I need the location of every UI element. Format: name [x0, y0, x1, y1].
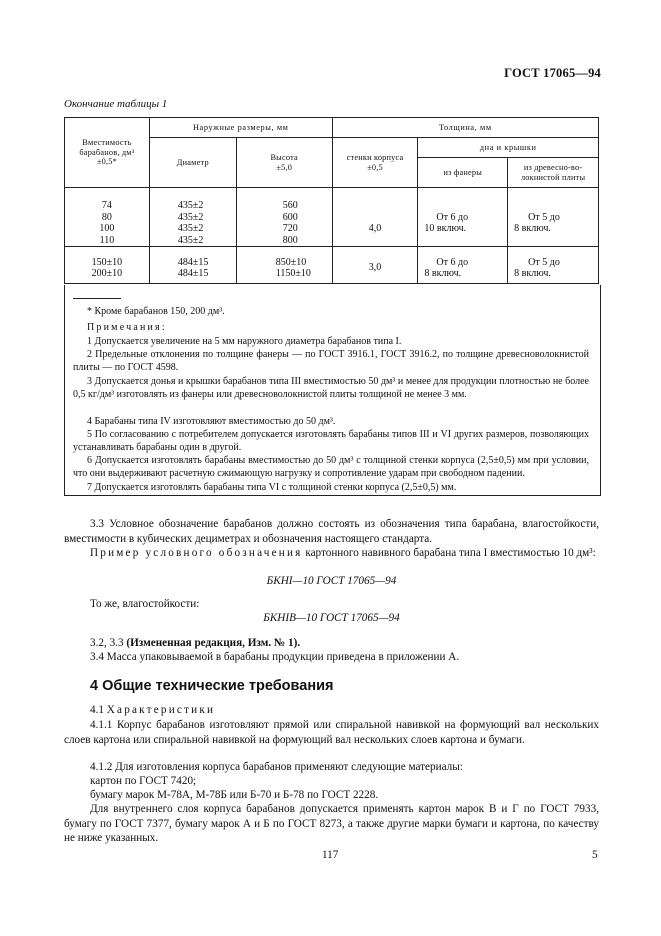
page-number-right: 5: [592, 849, 598, 861]
note-5: 5 По согласованию с потребителем допускается изготовлять барабаны типов III и VI других размеров, позволяющих устанавливать барабаны один в другой.: [73, 429, 589, 454]
table-caption: Окончание таблицы 1: [64, 98, 168, 110]
material-1: картон по ГОСТ 7420;: [90, 775, 197, 787]
header-plywood: из фанеры: [418, 158, 508, 188]
header-bottom-lid: дна и крышки: [418, 138, 599, 158]
diameter-cell: 484±15 484±15: [149, 247, 236, 284]
wall-cell: 4,0: [332, 188, 418, 247]
plywood-cell: От 6 до 8 включ.: [418, 247, 508, 284]
paragraph-3-3: 3.3 Условное обозначение барабанов должно состоять из обозначения типа барабана, влагостойкости, вместимости в кубических дециметрах и обозначения настоящего стандарта.: [64, 518, 599, 545]
capacity-cell: 150±10 200±10: [65, 247, 150, 284]
header-fiberboard: из древесно-во- локнистой плиты: [508, 158, 599, 188]
example-code-2: БКНIВ—10 ГОСТ 17065—94: [263, 612, 400, 624]
document-code: ГОСТ 17065—94: [504, 66, 601, 80]
header-outer-dimensions: Наружные размеры, мм: [149, 118, 332, 138]
example-code-1: БКНI—10 ГОСТ 17065—94: [266, 575, 397, 587]
capacity-cell: 74 80 100 110: [65, 188, 150, 247]
height-cell: 560 600 720 800: [236, 188, 332, 247]
subsection-4-1: 4.1 Характеристики: [90, 704, 216, 716]
footnote-rule: [73, 298, 121, 299]
note-6: 6 Допускается изготовлять барабаны вместимостью до 50 дм³ с толщиной стенки корпуса (2,5±0,5) мм при условии, что они выдерживают расчетную сжимающую нагрузку и сопротивление ударам при свободном падении.: [73, 455, 589, 480]
notes-title: Примечания:: [87, 322, 167, 333]
height-cell: 850±10 1150±10: [236, 247, 332, 284]
note-2: 2 Предельные отклонения по толщине фанеры — по ГОСТ 3916.1, ГОСТ 3916.2, по толщине древесноволокнистой плиты — по ГОСТ 4598.: [73, 349, 589, 374]
example-paragraph: Пример условного обозначения картонного навивного барабана типа I вместимостью 10 дм³:: [90, 547, 596, 559]
dimensions-table: [64, 117, 599, 284]
paragraph-4-1-1: 4.1.1 Корпус барабанов изготовляют прямой или спиральной навивкой на формующий вал нескольких слоев картона или спиральной навивкой на формующий вал нескольких слоев картона и бумаги.: [64, 719, 599, 746]
plywood-cell: От 6 до 10 включ.: [418, 188, 508, 247]
wall-cell: 3,0: [332, 247, 418, 284]
note-4: 4 Барабаны типа IV изготовляют вместимостью до 50 дм³.: [87, 416, 336, 427]
header-wall: стенки корпуса ±0,5: [332, 138, 418, 188]
section-4-heading: 4 Общие технические требования: [90, 678, 334, 694]
note-7: 7 Допускается изготовлять барабаны типа VI с толщиной стенки корпуса (2,5±0,5) мм.: [87, 482, 457, 493]
note-3: 3 Допускается донья и крышки барабанов типа III вместимостью 50 дм³ и менее для продукции плотностью не более 0,5 кг/дм³ изготовлять из фанеры или древесноволокнистой плиты толщиной не менее 3 мм.: [73, 376, 589, 401]
header-height: Высота ±5,0: [236, 138, 332, 188]
amendment-note: 3.2, 3.3 (Измененная редакция, Изм. № 1).: [90, 637, 301, 649]
paragraph-3-4: 3.4 Масса упаковываемой в барабаны продукции приведена в приложении А.: [90, 651, 460, 663]
same-moisture-label: То же, влагостойкости:: [90, 598, 200, 610]
paragraph-inner-layer: Для внутреннего слоя корпуса барабанов допускается применять картон марок В и Г по ГОСТ 7933, бумагу по ГОСТ 7377, бумагу марок А и Б по ГОСТ 8273, а также другие марки бумаги и картона, по качеству не ниже указанных.: [64, 803, 599, 844]
header-capacity: Вместимость барабанов, дм³ ±0,5*: [65, 118, 150, 188]
fiberboard-cell: От 5 до 8 включ.: [508, 188, 599, 247]
material-2: бумагу марок М-78А, М-78Б или Б-70 и Б-78 по ГОСТ 2228.: [90, 789, 379, 801]
header-thickness: Толщина, мм: [332, 118, 598, 138]
header-diameter: Диаметр: [149, 138, 236, 188]
fiberboard-cell: От 5 до 8 включ.: [508, 247, 599, 284]
paragraph-4-1-2: 4.1.2 Для изготовления корпуса барабанов применяют следующие материалы:: [90, 761, 463, 773]
page-number-center: 117: [322, 849, 339, 861]
footnote: * Кроме барабанов 150, 200 дм³.: [87, 306, 225, 317]
note-1: 1 Допускается увеличение на 5 мм наружного диаметра барабанов типа I.: [87, 336, 402, 347]
diameter-cell: 435±2 435±2 435±2 435±2: [149, 188, 236, 247]
